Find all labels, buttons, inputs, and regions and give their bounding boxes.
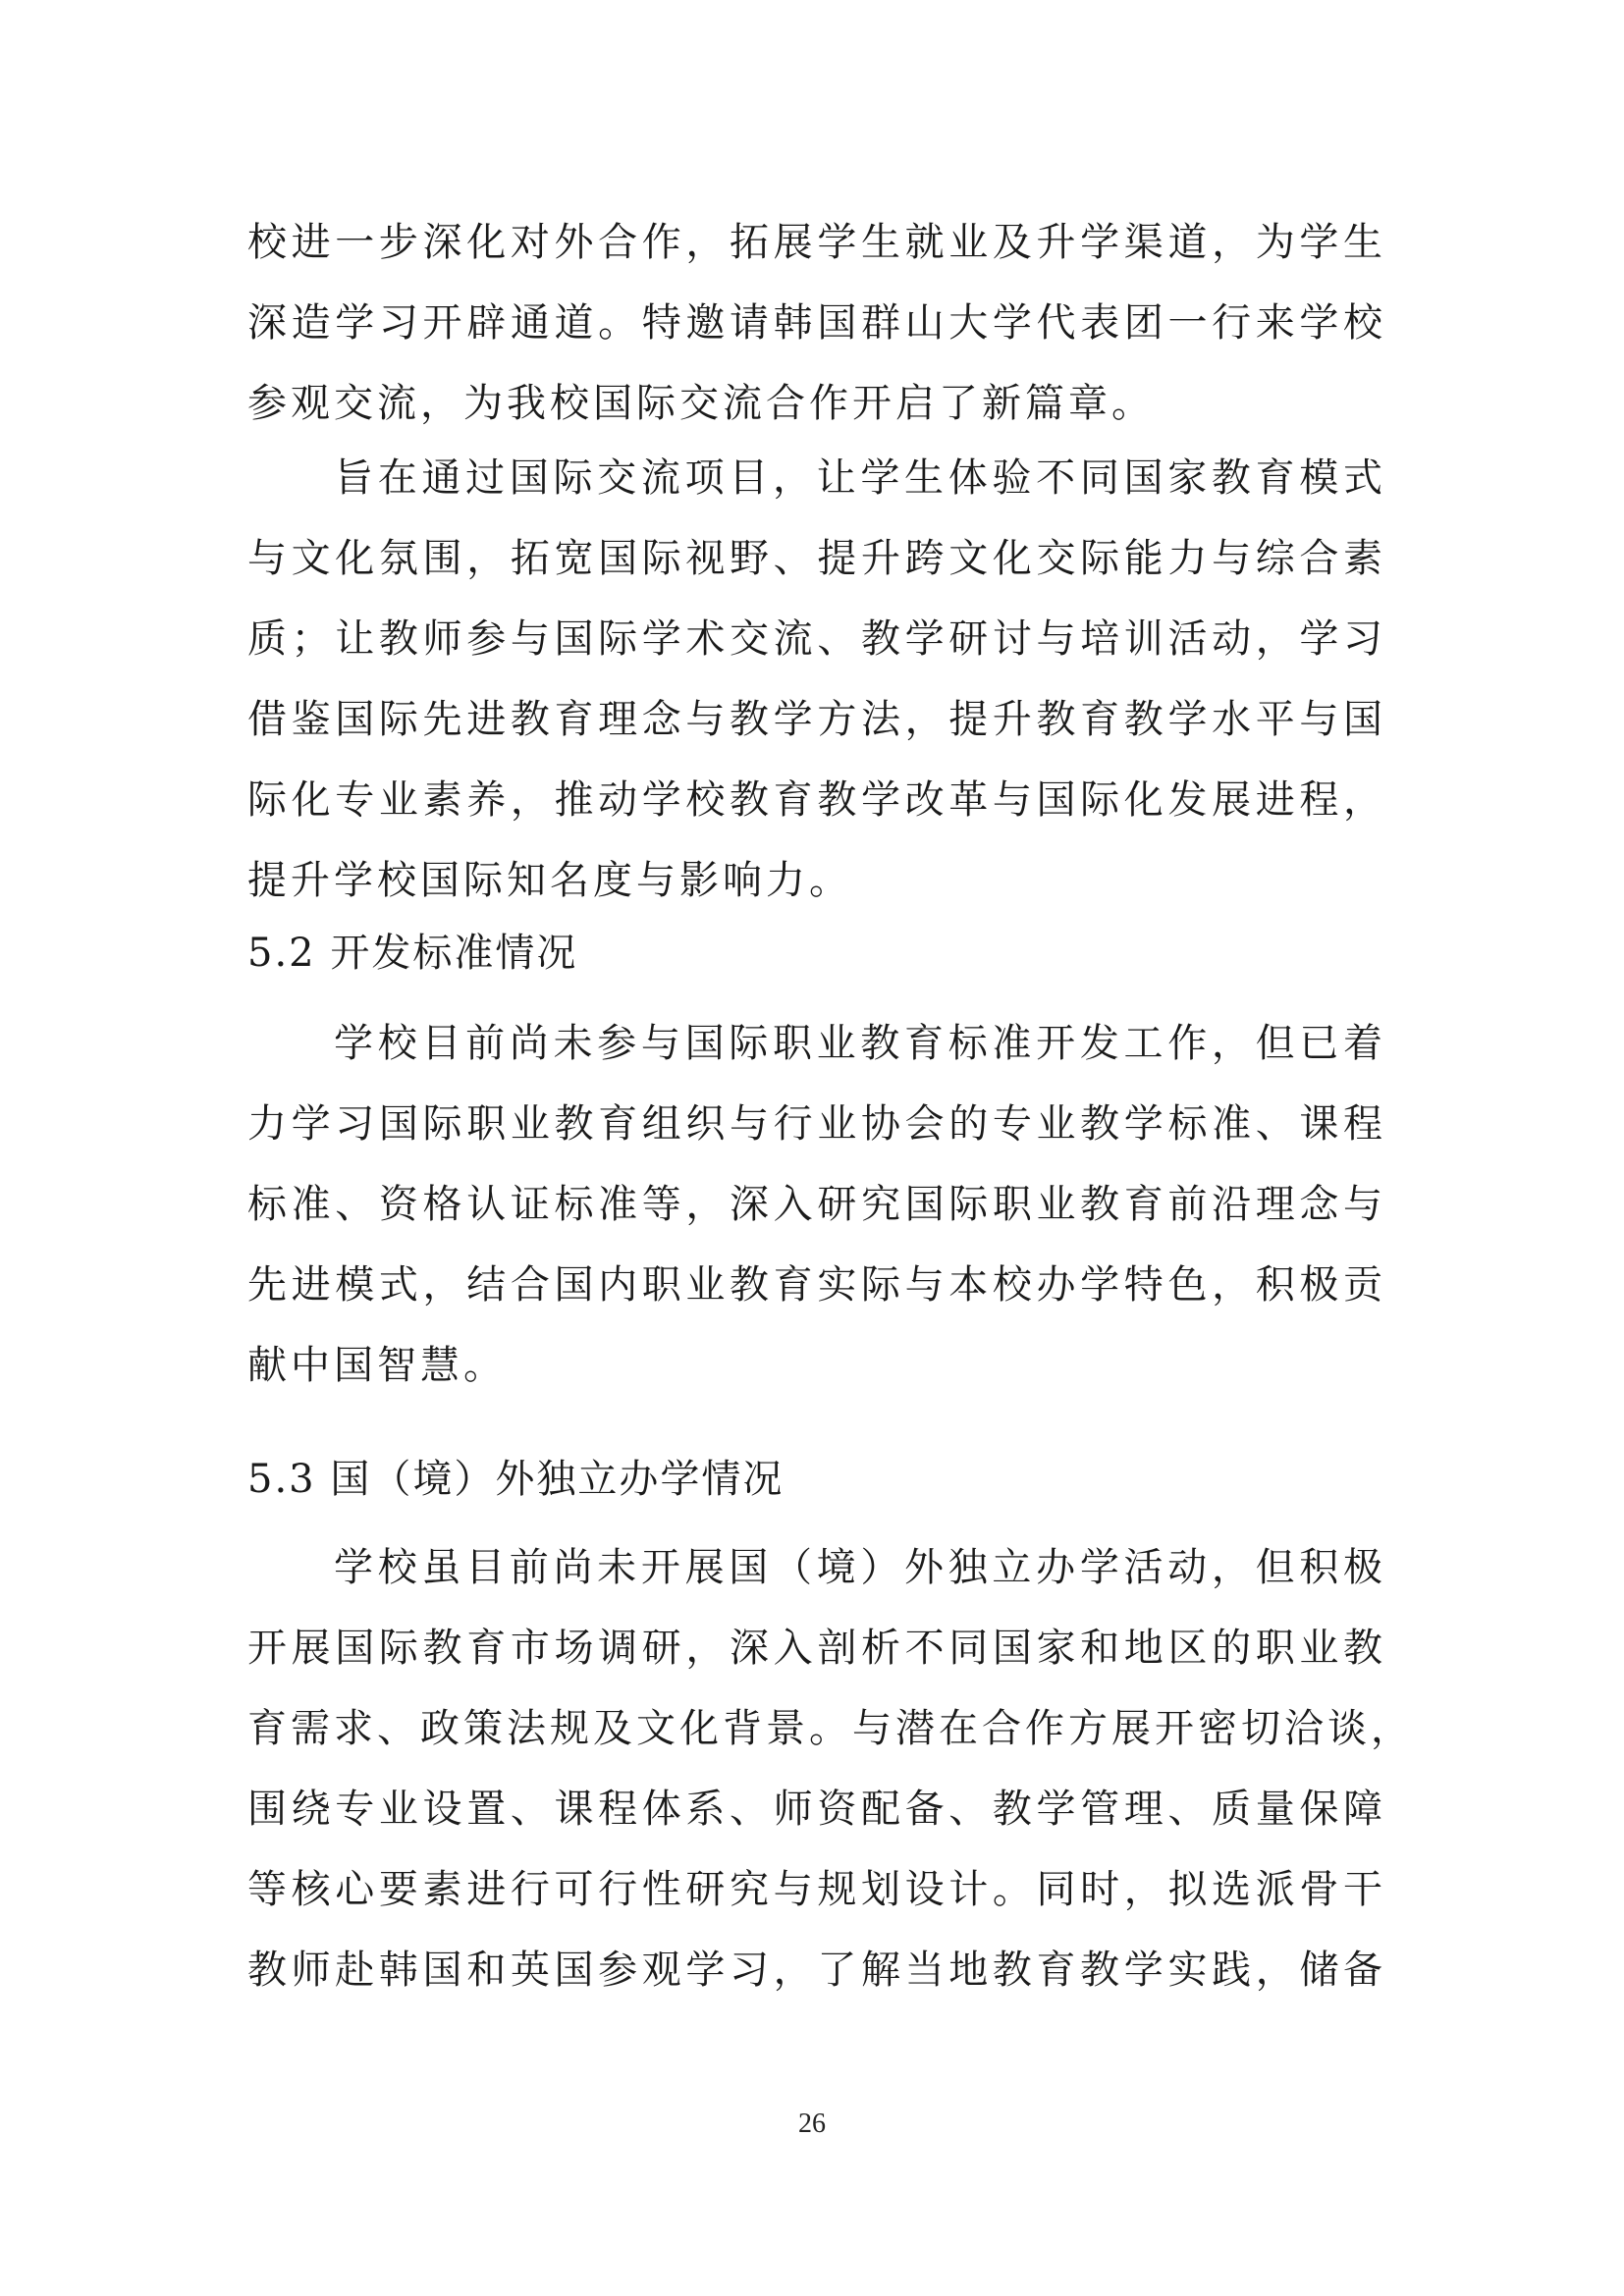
- text-line: 等核心要素进行可行性研究与规划设计。同时，拟选派骨干: [247, 1867, 1386, 1912]
- paragraph-overseas-schooling: [247, 1527, 1414, 2010]
- text-line: 质；让教师参与国际学术交流、教学研讨与培训活动，学习: [247, 616, 1386, 662]
- text-line: 参观交流，为我校国际交流合作开启了新篇章。: [247, 381, 1155, 426]
- text-line: 旨在通过国际交流项目，让学生体验不同国家教育模式: [334, 455, 1386, 501]
- text-line: 开展国际教育市场调研，深入剖析不同国家和地区的职业教: [247, 1626, 1386, 1671]
- paragraph-exchange-goals: [247, 438, 1386, 921]
- text-line: 献中国智慧。: [247, 1343, 507, 1388]
- text-line: 教师赴韩国和英国参观学习，了解当地教育教学实践，储备: [247, 1948, 1386, 1993]
- text-line: 育需求、政策法规及文化背景。与潜在合作方展开密切洽谈，: [247, 1706, 1414, 1751]
- text-line: 围绕专业设置、课程体系、师资配备、教学管理、质量保障: [247, 1787, 1386, 1832]
- text-line: 学校目前尚未参与国际职业教育标准开发工作，但已着: [334, 1021, 1386, 1066]
- paragraph-intro-continuation: [247, 202, 1386, 444]
- text-line: 借鉴国际先进教育理念与教学方法，提升教育教学水平与国: [247, 697, 1386, 742]
- section-heading-5-3: 5.3 国（境）外独立办学情况: [247, 1457, 785, 1502]
- paragraph-standards: [247, 1003, 1386, 1406]
- text-line: 力学习国际职业教育组织与行业协会的专业教学标准、课程: [247, 1101, 1386, 1147]
- text-line: 校进一步深化对外合作，拓展学生就业及升学渠道，为学生: [247, 220, 1386, 265]
- page-number: 26: [798, 2109, 826, 2139]
- text-line: 深造学习开辟通道。特邀请韩国群山大学代表团一行来学校: [247, 300, 1386, 346]
- text-line: 提升学校国际知名度与影响力。: [247, 858, 852, 903]
- text-line: 标准、资格认证标准等，深入研究国际职业教育前沿理念与: [247, 1182, 1386, 1227]
- text-line: 与文化氛围，拓宽国际视野、提升跨文化交际能力与综合素: [247, 536, 1386, 581]
- text-line: 先进模式，结合国内职业教育实际与本校办学特色，积极贡: [247, 1262, 1386, 1308]
- text-line: 学校虽目前尚未开展国（境）外独立办学活动，但积极: [334, 1545, 1386, 1590]
- text-line: 际化专业素养，推动学校教育教学改革与国际化发展进程，: [247, 777, 1386, 823]
- section-heading-5-2: 5.2 开发标准情况: [247, 931, 578, 976]
